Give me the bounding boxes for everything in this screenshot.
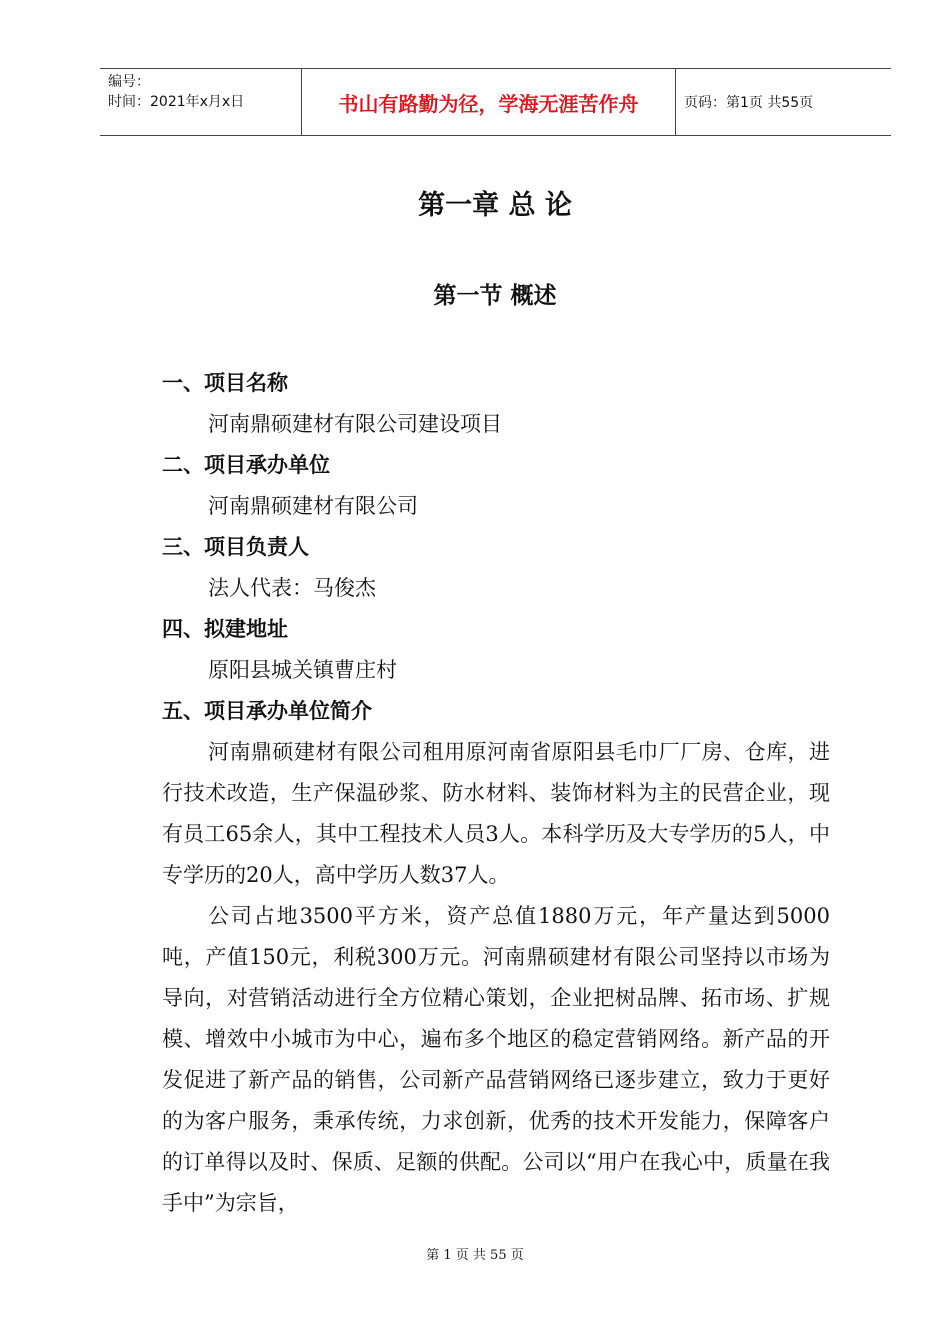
item-value: 原阳县城关镇曹庄村 bbox=[208, 658, 397, 682]
item-value: 河南鼎硕建材有限公司 bbox=[208, 494, 418, 518]
chapter-title: 第一章 总 论 bbox=[418, 190, 572, 221]
item-value: 河南鼎硕建材有限公司建设项目 bbox=[208, 412, 502, 436]
header-motto: 书山有路勤为径，学海无涯苦作舟 bbox=[302, 69, 676, 135]
section-title: 第一节 概述 bbox=[433, 283, 557, 309]
header-meta bbox=[100, 69, 302, 135]
item-heading: 三、项目负责人 bbox=[162, 535, 309, 559]
item-heading: 一、项目名称 bbox=[162, 371, 288, 395]
page-footer: 第 1 页 共 55 页 bbox=[426, 1248, 524, 1263]
number-label: 编号： bbox=[108, 74, 150, 90]
header-page-info: 页码：第1页 共55页 bbox=[684, 95, 814, 111]
item-value: 法人代表：马俊杰 bbox=[208, 576, 376, 600]
paragraph: 公司占地3500平方米，资产总值1880万元，年产量达到5000吨，产值150元，利税300万元。河南鼎硕建材有限公司坚持以市场为导向，对营销活动进行全方位精心策划，企业把树品牌、拓市场、扩规模、增效中小城市为中心，遍布多个地区的稳定营销网络。新产品的开发促进了新产品的销售，公司新产品营销网络已逐步建立，致力于更好的为客户服务，秉承传统，力求创新，优秀的技术开发能力，保障客户的订单得以及时、保质、足额的供配。公司以“用户在我心中，质量在我手中”为宗旨， bbox=[162, 904, 830, 1215]
item-heading: 五、项目承办单位简介 bbox=[162, 699, 372, 723]
time-label: 时间：2021年x月x日 bbox=[108, 94, 245, 110]
document-body bbox=[162, 363, 830, 1224]
item-heading: 四、拟建地址 bbox=[162, 617, 288, 641]
paragraph: 河南鼎硕建材有限公司租用原河南省原阳县毛巾厂厂房、仓库，进行技术改造，生产保温砂浆、防水材料、装饰材料为主的民营企业，现有员工65余人，其中工程技术人员3人。本科学历及大专学历的5人，中专学历的20人，高中学历人数37人。 bbox=[162, 740, 830, 887]
page-header bbox=[100, 68, 891, 136]
item-heading: 二、项目承办单位 bbox=[162, 453, 330, 477]
